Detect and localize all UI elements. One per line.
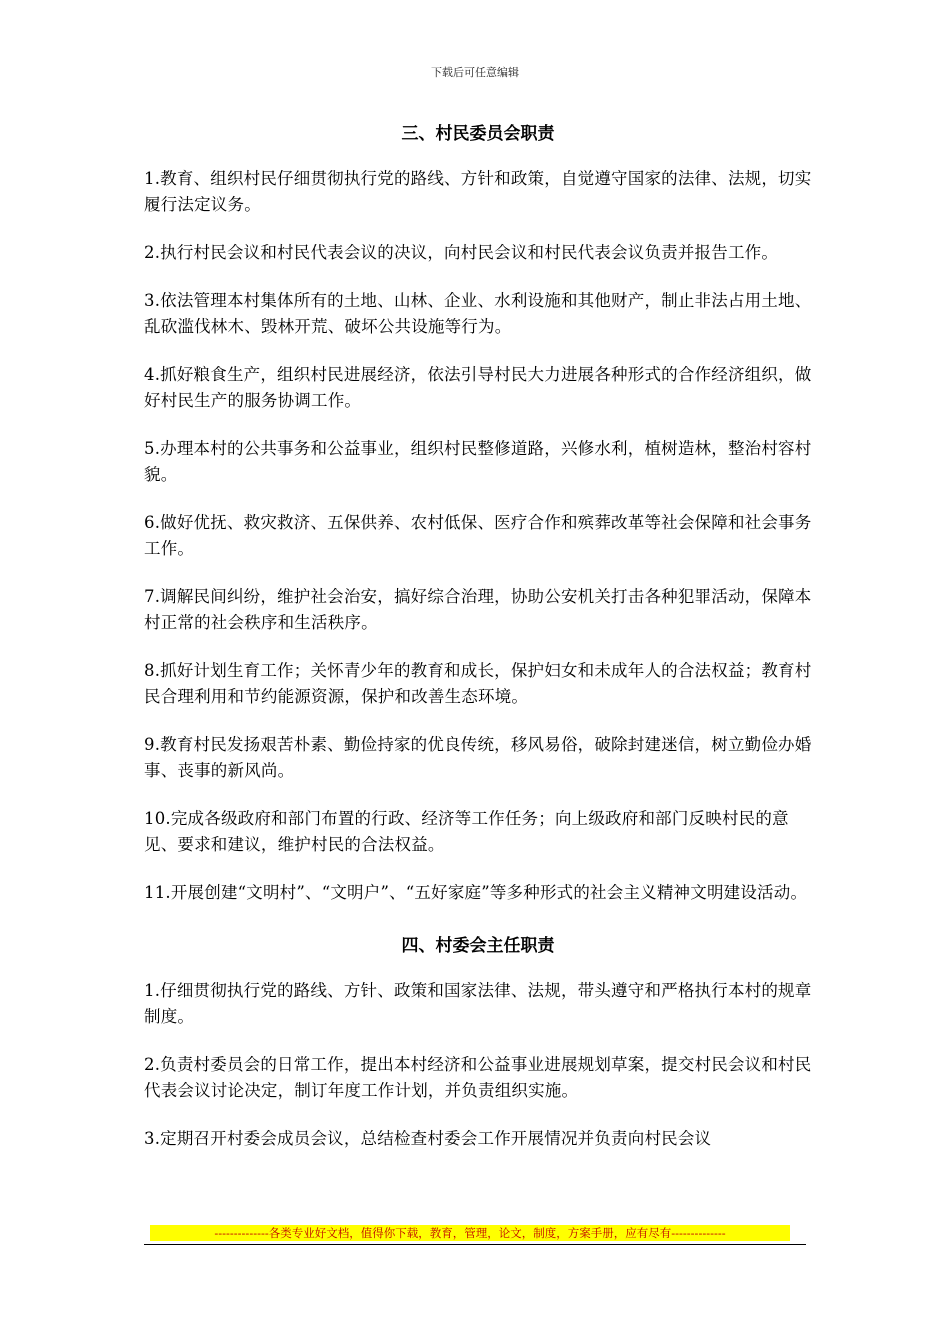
section-title-village-committee-duties: 三、村民委员会职责 [401,124,555,144]
paragraph: 10.完成各级政府和部门布置的行政、经济等工作任务；向上级政府和部门反映村民的意见、要求和建议，维护村民的合法权益。 [144,809,789,854]
paragraph: 5.办理本村的公共事务和公益事业，组织村民整修道路，兴修水利，植树造林，整治村容村貌。 [144,439,812,484]
paragraph: 11.开展创建“文明村”、“文明户”、“五好家庭”等多种形式的社会主义精神文明建设活动。 [144,883,808,902]
paragraph: 4.抓好粮食生产，组织村民进展经济，依法引导村民大力进展各种形式的合作经济组织，做好村民生产的服务协调工作。 [144,365,812,410]
paragraph: 6.做好优抚、救灾救济、五保供养、农村低保、医疗合作和殡葬改革等社会保障和社会事务工作。 [144,513,812,558]
footer-ad-banner: --------------各类专业好文档，值得你下载，教育，管理，论文，制度，方案手册，应有尽有-------------- [150,1225,790,1241]
paragraph: 1.仔细贯彻执行党的路线、方针、政策和国家法律、法规，带头遵守和严格执行本村的规章制度。 [144,981,812,1026]
paragraph: 2.执行村民会议和村民代表会议的决议，向村民会议和村民代表会议负责并报告工作。 [144,243,779,262]
paragraph: 3.定期召开村委会成员会议，总结检查村委会工作开展情况并负责向村民会议 [144,1129,712,1148]
paragraph: 1.教育、组织村民仔细贯彻执行党的路线、方针和政策，自觉遵守国家的法律、法规，切实履行法定议务。 [144,169,812,214]
section-title-director-duties: 四、村委会主任职责 [401,936,555,956]
header-note: 下载后可任意编辑 [431,66,519,79]
paragraph: 2.负责村委员会的日常工作，提出本村经济和公益事业进展规划草案，提交村民会议和村民代表会议讨论决定，制订年度工作计划，并负责组织实施。 [144,1055,812,1100]
paragraph: 8.抓好计划生育工作；关怀青少年的教育和成长，保护妇女和未成年人的合法权益；教育村民合理利用和节约能源资源，保护和改善生态环境。 [144,661,812,706]
paragraph: 3.依法管理本村集体所有的土地、山林、企业、水利设施和其他财产，制止非法占用土地、乱砍滥伐林木、毁林开荒、破坏公共设施等行为。 [144,291,812,336]
paragraph: 9.教育村民发扬艰苦朴素、勤俭持家的优良传统，移风易俗，破除封建迷信，树立勤俭办婚事、丧事的新风尚。 [144,735,812,780]
paragraph: 7.调解民间纠纷，维护社会治安，搞好综合治理，协助公安机关打击各种犯罪活动，保障本村正常的社会秩序和生活秩序。 [144,587,812,632]
footer-divider [144,1244,806,1245]
document-body [144,120,812,1174]
